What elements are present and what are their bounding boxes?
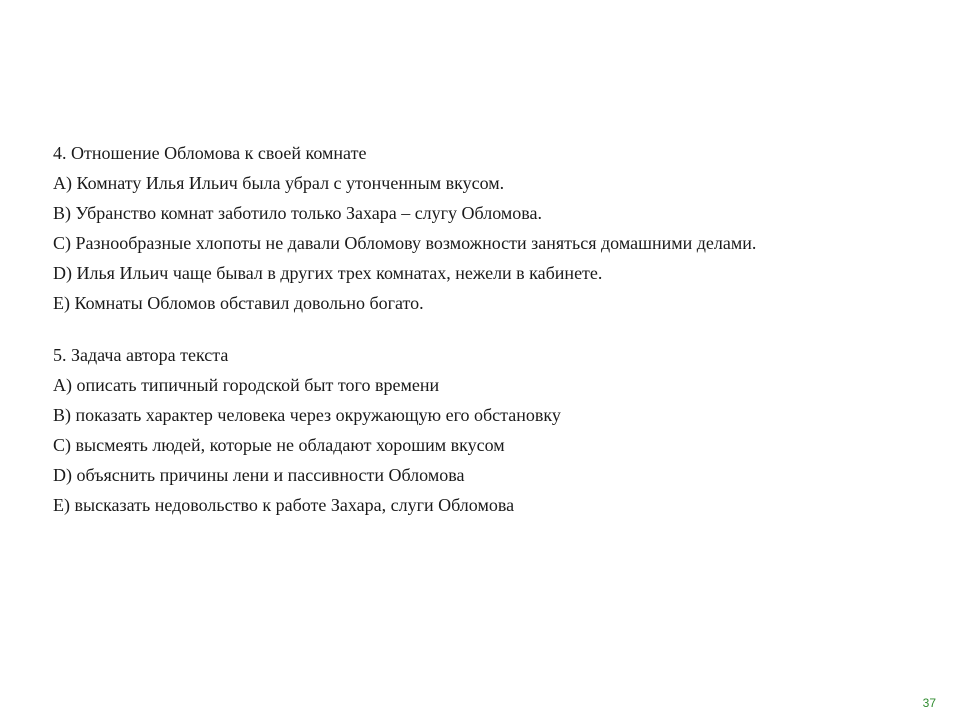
question-4: [53, 141, 853, 315]
answer-option-c: C) высмеять людей, которые не обладают хорошим вкусом: [53, 435, 505, 455]
question-5: [53, 343, 853, 517]
answer-option-d: D) Илья Ильич чаще бывал в других трех комнатах, нежели в кабинете.: [53, 263, 603, 283]
answer-option-b: B) Убранство комнат заботило только Захара – слугу Обломова.: [53, 203, 543, 223]
page-number: 37: [922, 696, 936, 710]
question-title: 4. Отношение Обломова к своей комнате: [53, 143, 367, 163]
question-title: 5. Задача автора текста: [53, 345, 229, 365]
answer-option-a: A) Комнату Илья Ильич была убрал с утонченным вкусом.: [53, 173, 505, 193]
answer-option-b: B) показать характер человека через окружающую его обстановку: [53, 405, 561, 425]
slide-content: [53, 141, 853, 523]
answer-option-e: E) Комнаты Обломов обставил довольно богато.: [53, 293, 424, 313]
answer-option-c: C) Разнообразные хлопоты не давали Обломову возможности заняться домашними делами.: [53, 233, 757, 253]
answer-option-a: A) описать типичный городской быт того времени: [53, 375, 440, 395]
answer-option-e: E) высказать недовольство к работе Захара, слуги Обломова: [53, 495, 515, 515]
answer-option-d: D) объяснить причины лени и пассивности Обломова: [53, 465, 465, 485]
